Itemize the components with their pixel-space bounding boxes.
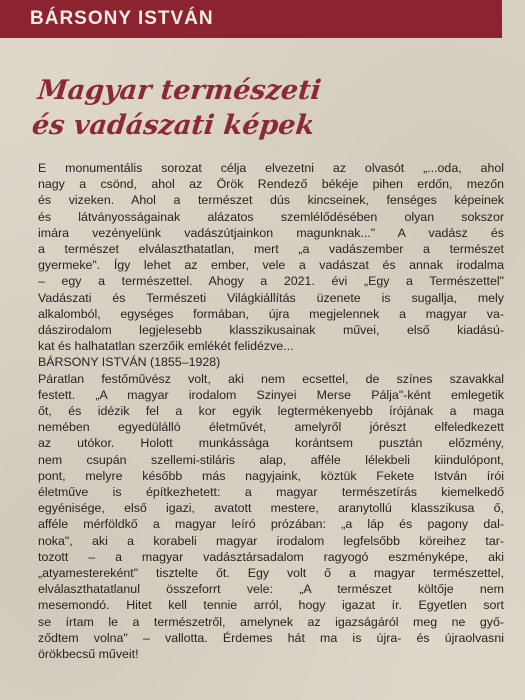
bio-line: festett. „A magyar irodalom Szinyei Merse Pálja"-ként emlegetik — [38, 387, 504, 402]
bio-line: „atyamestereként" tisztelte őt. Egy volt ő a magyar természettel, — [38, 566, 504, 581]
intro-line: imára vezényelünk vadászútjainkon magunknak..." A vadász és — [38, 225, 504, 240]
bio-line: elválaszthatatlanul összeforrt vele: „A természet költője nem — [38, 582, 504, 597]
intro-line: és vizeken. Ahol a természet dús kincseinek, fenséges képeinek — [38, 193, 504, 208]
intro-line: E monumentális sorozat célja elvezetni az olvasót „...oda, ahol — [38, 161, 504, 175]
bio-line: nemében egyedülálló életművét, amelyről jórészt elfeledkezett — [38, 420, 504, 435]
description-text — [38, 160, 504, 662]
author-banner — [0, 0, 502, 38]
intro-line: nagy a csönd, ahol az Örök Rendező békéje pihen erdőn, mezőn — [38, 177, 504, 192]
intro-line: dászirodalom legjelesebb klasszikusainak művei, első kiadású- — [38, 323, 504, 338]
intro-line: a természet elválaszthatatlan, mert „a vadászember a természet — [38, 242, 504, 257]
author-name: BÁRSONY ISTVÁN — [30, 8, 214, 29]
bio-line: nem csupán szellemi-stiláris alap, afféle lélekbeli kiindulópont, — [38, 452, 504, 467]
bio-line: se írtam le a természetről, amelynek az igazságáról meg ne győ- — [38, 614, 504, 629]
bio-line: ződtem volna" – vallotta. Érdemes hát ma is újra- és újraolvasni — [38, 630, 504, 645]
bio-line: afféle mérföldkő a magyar leíró prózában: „a láp és pagony dal- — [38, 517, 504, 532]
bio-line: életműve is építkezhetett: a magyar természetírás kiemelkedő — [38, 485, 504, 500]
intro-line: kat és halhatatlan szerzőik emlékét felidézve... — [38, 339, 294, 354]
bio-line: az utókor. Holott munkássága korántsem pusztán előzmény, — [38, 436, 504, 451]
bio-line: noka", aki a korabeli magyar irodalom legfelsőbb köreihez tar- — [38, 533, 504, 548]
bio-line: Páratlan festőművész volt, aki nem ecsettel, de színes szavakkal — [38, 371, 504, 386]
book-title — [32, 73, 322, 143]
bio-line: mesemondó. Hitet kell tennie arról, hogy igazat ír. Egyetlen sort — [38, 598, 504, 613]
bio-line: őt, és idézik fel a kor egyik legtermékenyebb írójának a maga — [38, 404, 504, 419]
intro-line: alkalomból, egységes formában, újra megjelennek a magyar va- — [38, 306, 504, 321]
bio-line: egyénisége, első igazi, avatott mestere, aranytollú klasszikusa ő, — [38, 501, 504, 516]
bio-line: örökbecsű műveit! — [38, 647, 139, 662]
title-line-2: és vadászati képek — [30, 110, 316, 141]
intro-line: gyermeke". Így lehet az ember, vele a vadászat és annak irodalma — [38, 258, 504, 273]
intro-line: Vadászati és Természeti Világkiállítás üzenete is sugallja, mely — [38, 290, 504, 305]
title-line-1: Magyar természeti — [36, 75, 323, 106]
intro-line: és látványosságainak alázatos szemlélődésében olyan sokszor — [38, 209, 504, 224]
bio-heading: BÁRSONY ISTVÁN (1855–1928) — [38, 355, 221, 370]
bio-line: pont, melyre később más nagyjaink, köztük Fekete István írói — [38, 468, 504, 483]
intro-line: – egy a természettel. Ahogy a 2021. évi „Egy a Természettel" — [38, 274, 504, 289]
bio-line: tozott – a magyar vadásztársadalom ragyogó eszményképe, aki — [38, 549, 504, 564]
